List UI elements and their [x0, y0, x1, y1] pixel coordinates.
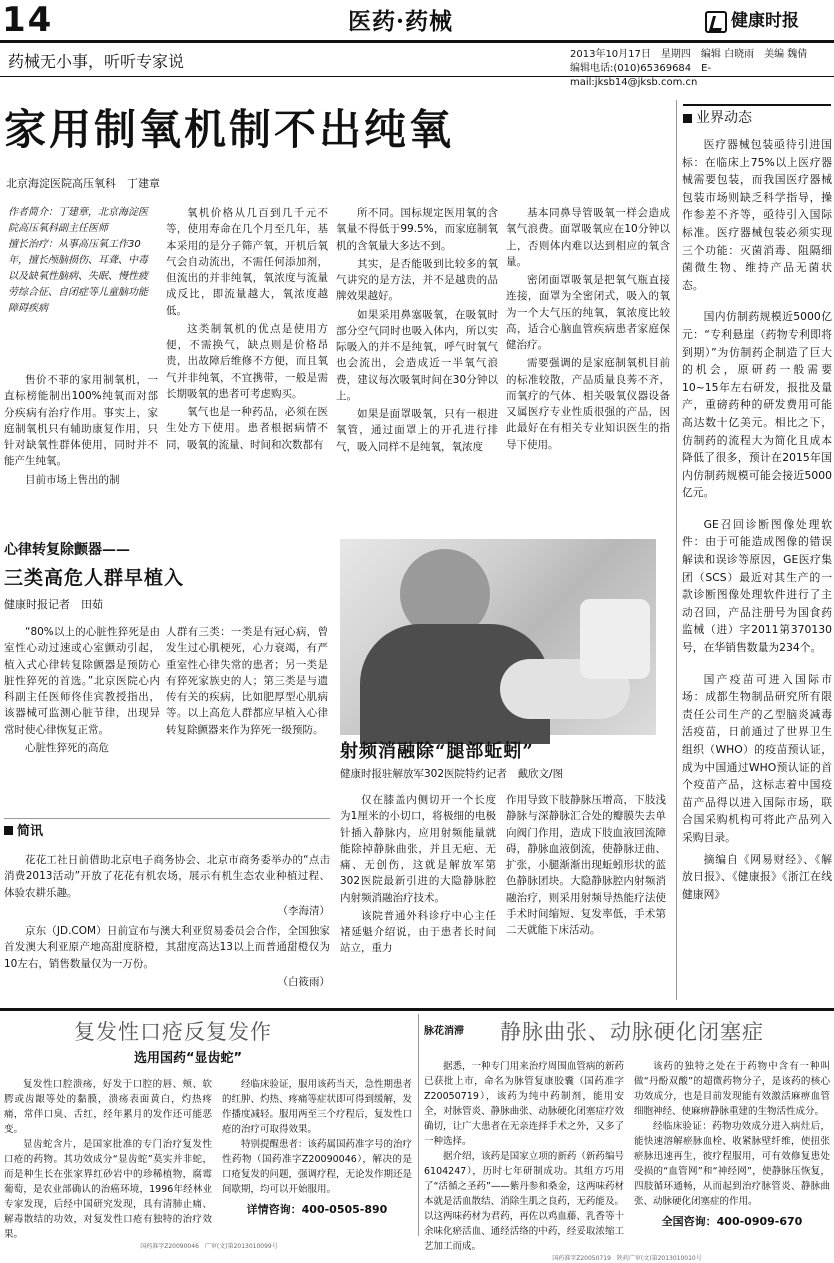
contact-line: 编辑电话:(010)65369684 E-mail:jksb14@jksb.com.cn [570, 63, 712, 88]
article-col-a [4, 624, 160, 758]
main-headline: 家用制氧机制不出纯氧 [4, 105, 455, 154]
paragraph: 作用导致下肢静脉压增高，下肢浅静脉与深静脉汇合处的瓣膜失去单向阀门作用，造成下肢血液回流障碍，静脉血液倒流，使静脉迂曲、扩张，小腿渐渐出现蚯蚓形状的蓝色静脉团块。大隐静脉腔内射频消融治疗，则采用射频导热能疗法使手术时间缩短、复发率低，手术第二天就能下床活动。 [506, 794, 666, 937]
article-byline: 健康时报记者 田茹 [4, 598, 103, 611]
news-item: GE召回诊断图像处理软件：由于可能造成图像的错误解读和误诊等原因，GE医疗集团（SCS）最近对其生产的一款诊断图像处理软件进行了主动召回，产品注册号为国食药监械（进）字2011第370130号，在华销售数量为234个。 [682, 517, 832, 655]
section-slogan: 药械无小事，听听专家说 [8, 52, 185, 71]
ad-paragraph: 复发性口腔溃疡，好发于口腔的唇、颊、软腭或齿龈等处的黏膜，溃疡表面黄白，灼热疼痛，常伴口臭、舌红，经年累月的发作还可能恶变。 [4, 1078, 212, 1135]
news-item: 国产疫苗可进入国际市场：成都生物制品研究所有限责任公司生产的乙型脑炎减毒活疫苗，日前通过了世界卫生组织（WHO）的疫苗预认证，成为中国通过WHO预认证的首个疫苗产品，这标志着中国疫苗产品得以进入国际市场，联合国采购机构可将此产品列入采购目录。 [682, 672, 832, 844]
main-col-2 [166, 205, 328, 455]
news-item: 国内仿制药规模近5000亿元：“专利悬崖（药物专利即将到期）”为仿制药企制造了巨大的机会，原研药一般需要10~15年左右研发，报批及量产，重磅药种的研发费用可能高达数十亿美元。相比之下，仿制药的流程大为简化且成本降低了很多，预计在2015年国内仿制药规模可能会接近5000亿元。 [682, 310, 832, 500]
section-title: 医药·药械 [348, 8, 454, 35]
logo-icon [705, 11, 727, 33]
author-intro [8, 205, 156, 317]
ad-tag: 脉花消滞 [424, 1026, 464, 1038]
ad-paragraph: 特别提醒患者：该药属国药准字号的治疗性药物（国药准字Z20090046），解决的是口疮复发的问题，强调疗程，无论发作期还是间歇期，均可以开始服用。 [222, 1138, 413, 1195]
brief-author: （白筱雨） [277, 975, 330, 988]
paragraph: 该院普通外科诊疗中心主任褚延魁介绍说，由于患者长时间站立，重力 [340, 909, 496, 955]
ad-col-a [4, 1077, 212, 1242]
surgery-photo [340, 539, 656, 735]
ad-phone: 全国咨询：400-0909-670 [661, 1214, 803, 1228]
main-col-3 [336, 205, 498, 457]
photo-article-col-b [506, 792, 666, 940]
paragraph: 心脏性猝死的高危 [25, 741, 109, 754]
ad-col-a [424, 1059, 624, 1254]
ad-divider [418, 1014, 419, 1236]
photo-caption: 射频消融除“腿部蚯蚓” [340, 741, 534, 762]
masthead-logo [705, 8, 799, 34]
photo-article-col-a [340, 792, 496, 959]
ad-col-b [222, 1077, 412, 1242]
paragraph: 其实，是否能吸到比较多的氧气讲究的是方法，并不是越贵的品牌效果越好。 [336, 257, 498, 303]
brief-item: 京东（JD.COM）日前宣布与澳大利亚贸易委员会合作，全国独家首发澳大利亚原产地高甜度脐橙，其甜度高达13以上而普通甜橙仅为10左右，销售数量仅为一万份。 [4, 925, 330, 970]
paragraph: “80%以上的心脏性猝死是由室性心动过速或心室颤动引起，植入式心律转复除颤器是预防心脏性猝死的首选。”北京医院心内科副主任医师佟佳宾教授指出，该器械可监测心脏节律，出现异常时使心律恢复正常。 [4, 626, 160, 736]
logo-text: 健康时报 [731, 11, 799, 31]
sidebar-title: 业界动态 [683, 104, 831, 130]
equipment [580, 599, 650, 679]
header-rule [0, 40, 834, 43]
paragraph: 密闭面罩吸氧是把氧气瓶直接连接，面罩为全密闭式，吸入的氧为一个大气压的纯氧，氧浓度比较高，适合心脑血管疾病患者家庭保健治疗。 [506, 274, 670, 352]
author-bio: 作者简介：丁建章，北京海淀医院高压氧科副主任医师 [8, 207, 148, 234]
ad-paragraph: 该药的独特之处在于药物中含有一种叫做“丹酚双酸”的超微药物分子，是该药的核心功效成分，也是目前发现能有效激活麻痹血管细胞神经、使麻痹静脉重建的生物活性成分。 [634, 1060, 830, 1117]
paragraph: 需要强调的是家庭制氧机目前的标准较散，产品质量良莠不齐，而氧疗的气体、相关吸氧仪器设备又属医疗专业性质很强的产品，因此最好在有相关专业知识医生的指导下使用。 [506, 357, 670, 451]
ad-col-b [634, 1059, 830, 1254]
news-source: 摘编自《网易财经》、《解放日报》、《健康报》《浙江在线健康网》 [682, 852, 832, 901]
article-kicker: 心律转复除颤器—— [4, 542, 130, 558]
ad-paragraph: 显齿蛇含片，是国家批准的专门治疗复发性口疮的药物。其功效成分“显齿蛇”莫实并非蛇，而是种生长在张家界红砂岩中的珍稀植物，腐霉葡萄，是农业部确认的治癌环境，1996年经林业专家发现，后经中国研究发现，具有清肺止痛、解毒散结的功效，对复发性口疮有独特的治疗效果。 [4, 1138, 212, 1240]
ad-registration: 国药准字Z20050719 陕药广审(文)第2013010010号 [552, 1254, 702, 1262]
page-number: 14 [2, 0, 54, 40]
paragraph: 目前市场上售出的制 [25, 473, 120, 486]
ad-subtitle: 选用国药“显齿蛇” [134, 1050, 243, 1066]
edition-info [570, 48, 834, 90]
paragraph: 仅在膝盖内侧切开一个长度为1厘米的小切口，将极细的电极针插入静脉内，应用射频能量就能除掉静脉曲张，并且无疤、无痛、无创伤，这就是解放军第302医院最新引进的大隐静脉腔内射频消融治疗技术。 [340, 794, 496, 904]
ad-mouth-ulcer [4, 1016, 414, 1251]
paragraph: 所不同。国标规定医用氧的含氧量不得低于99.5%，而家庭制氧机的含氧量大多达不到。 [336, 207, 498, 252]
paragraph: 氧气也是一种药品，必须在医生处方下使用。患者根据病情不同，吸氧的流量、时间和次数都有 [166, 406, 328, 451]
header-rule-thin [0, 76, 834, 77]
brief-items [4, 852, 330, 990]
ad-registration: 国药准字Z20090046 广审(文)第2013010099号 [140, 1242, 278, 1250]
paragraph: 如果是面罩吸氧，只有一根进氧管，通过面罩上的开孔进行排气，吸入同样不是纯氧，氧浓度 [336, 408, 498, 453]
ad-vein-treatment [424, 1016, 830, 1263]
author-specialty: 擅长治疗：从事高压氧工作30年，擅长颅脑损伤、耳聋、中毒以及缺氧性脑病、失眠、慢性疲劳综合征、自闭症等儿童脑功能障碍疾病 [8, 239, 148, 314]
news-item: 医疗器械包装亟待引进国标：在临床上75%以上医疗器械需要包装，而我国医疗器械包装市场则缺乏科学指导，操作参差不齐等，亟待引入国际标准。医疗器械包装必须实现三个功能：灭菌消毒、阻隔细菌微生物、维持产品无菌状态。 [682, 138, 832, 292]
paragraph: 人群有三类：一类是有冠心病，曾发生过心肌梗死，心力衰竭，有严重室性心律失常的患者；另一类是有猝死家族史的人；第三类是与遗传有关的疾病，比如肥厚型心肌病等。以上高危人群都应早植入心律转复除颤器来作为猝死一级预防。 [166, 626, 328, 736]
paragraph: 售价不菲的家用制氧机，一直标榜能制出100%纯氧而对部分疾病有治疗作用。事实上，家庭制氧机只有辅助康复作用，只针对缺氧性群体使用，同时并不能产生纯氧。 [4, 374, 158, 468]
article-headline: 三类高危人群早植入 [4, 567, 185, 589]
paragraph: 如果采用鼻塞吸氧，在吸氧时部分空气同时也吸入体内，所以实际吸入的并不是纯氧，呼气时氧气也会流出，会造成近一半氧气浪费，建议每次吸氧时间在30分钟以上。 [336, 308, 498, 402]
brief-item: 花花工社日前借助北京电子商务协会、北京市商务委举办的“点击消费2013活动”开放了花花有机农场，展示有机生态农业种植过程、体验农耕乐趣。 [4, 854, 330, 899]
ad-paragraph: 据介绍，该药是国家立项的新药（新药编号6104247），历时七年研制成功。其组方巧用了“活循之圣药”——紫丹参和桑金，这两味药材本就是活血散结、消除生肌之良药，无药能及。以这两味药材为君药，再佐以鸡血藤、乳香等十余味化瘀活血、通经活络的中药，经妥取浓缩工艺加工而成。 [424, 1150, 624, 1252]
article-col-b [166, 624, 328, 740]
paragraph: 氧机价格从几百到几千元不等，使用寿命在几个月至几年，基本采用的是分子筛产氧，开机后氧气会自动流出，不需任何添加剂，但流出的并非纯氧，氧浓度与流量成反比，即流量越大，氧浓度越低。 [166, 207, 328, 317]
date-line: 2013年10月17日 星期四 编辑 白晓雨 美编 魏倩 [570, 49, 808, 60]
ad-title: 复发性口疮反复发作 [74, 1020, 272, 1044]
ad-paragraph: 据悉，一种专门用来治疗周围血管病的新药已获批上市，命名为脉管复康胶囊（国药准字Z20050719），该药为纯中药制剂，能用安全，对脉管炎、静脉曲张、动脉硬化闭塞症疗效确切，让广大患者在无亲连择手术之外，又多了一种选择。 [424, 1060, 624, 1147]
ad-paragraph: 经临床验证，服用该药当天，急性期患者的红肿、灼热、疼痛等症状即可得到缓解，发作播度减轻。服用两至三个疗程后，复发性口疮的治疗可取得效果。 [222, 1078, 413, 1135]
main-col-4 [506, 205, 670, 455]
photo-credit: 健康时报驻解放军302医院特约记者 戴欣文/图 [340, 768, 564, 780]
paragraph: 这类制氧机的优点是使用方便，不需换气，缺点则是价格昂贵，出故障后维修不方便，而且氧气并非纯氧，不宜携带，一般是需长期吸氧的患者可考虑购买。 [166, 322, 328, 400]
paragraph: 基本同鼻导管吸氧一样会造成氧气浪费。面罩吸氧应在10分钟以上，否则体内难以达到相应的氧含量。 [506, 207, 670, 268]
ad-title: 静脉曲张、动脉硬化闭塞症 [500, 1020, 764, 1044]
ad-rule [0, 1008, 834, 1011]
brief-author: （李海清） [277, 904, 330, 917]
ad-paragraph: 经临床验证：药物功效成分进入病灶后，能快速溶解瘀脉血栓、收紧脉壁纤维，使扭张瘀脉迅速再生，彼疗程服用，可有效修复患处受损的“血管网”和“神经网”，使静脉压恢复，四肢循环通畅，从而起到治疗脉管炎、静脉曲张、动脉硬化闭塞症的作用。 [634, 1120, 830, 1207]
brief-title: 简讯 [4, 822, 43, 842]
ad-phone: 详情咨询：400-0505-890 [246, 1202, 388, 1216]
main-col-1 [4, 372, 158, 490]
brief-rule [4, 818, 330, 819]
sidebar-news [682, 136, 832, 905]
main-byline: 北京海淀医院高压氧科 丁建章 [6, 177, 160, 190]
sidebar-divider [676, 100, 677, 1000]
